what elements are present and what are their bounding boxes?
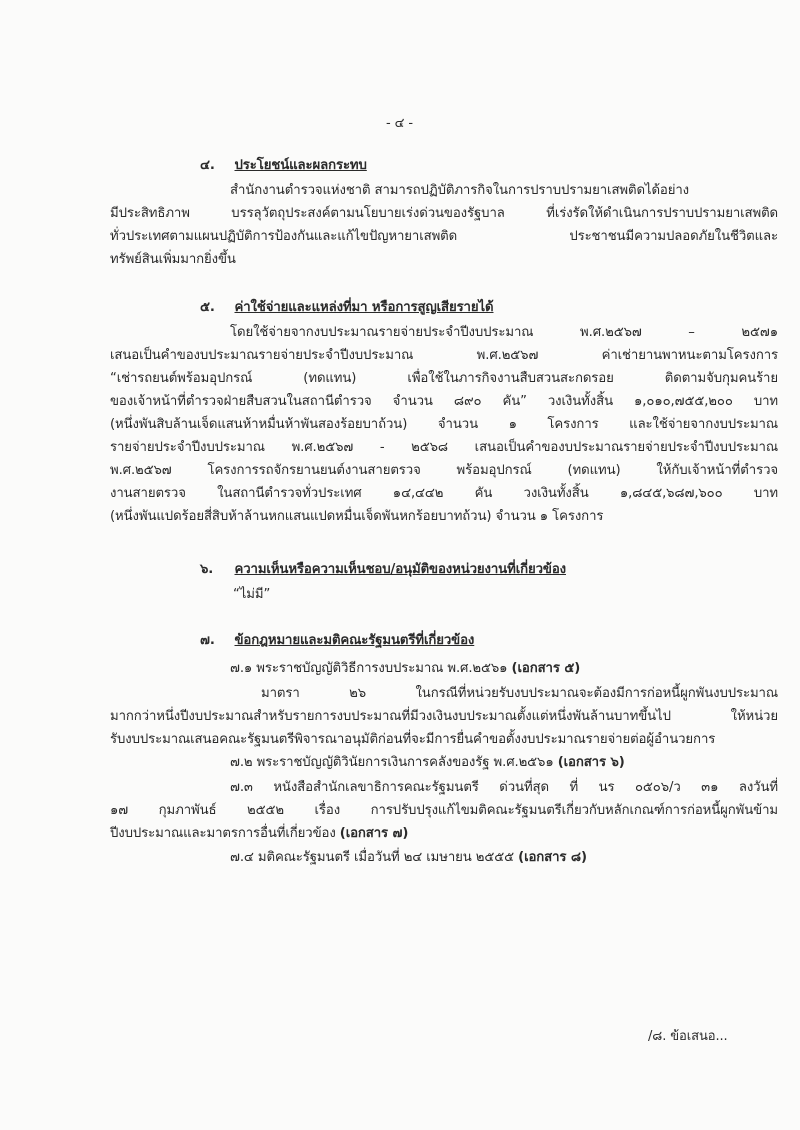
section-6-heading <box>200 559 566 581</box>
section-4-line-1: สำนักงานตำรวจแห่งชาติ สามารถปฏิบัติภารกิจในการปราบปรามยาเสพติดได้อย่าง <box>230 183 690 198</box>
section-4-line-2: มีประสิทธิภาพ บรรลุวัตถุประสงค์ตามนโยบายเร่งด่วนของรัฐบาล ที่เร่งรัดให้ดำเนินการปราบปรามยาเสพติด <box>110 206 778 221</box>
continuation-footer: /๘. ข้อเสนอ... <box>648 1029 728 1044</box>
item-7-3-line-1: ๗.๓ หนังสือสำนักเลขาธิการคณะรัฐมนตรี ด่วนที่สุด ที่ นร ๐๕๐๖/ว ๓๑ ลงวันที่ <box>230 780 778 795</box>
item-7-3-line-2: ๑๗ กุมภาพันธ์ ๒๕๕๒ เรื่อง การปรับปรุงแก้ไขมติคณะรัฐมนตรีเกี่ยวกับหลักเกณฑ์การก่อหนี้ผูกพันข้าม <box>110 803 778 818</box>
section-7-number: ๗. <box>200 633 215 648</box>
section-7-heading <box>200 630 474 652</box>
section-6-title: ความเห็นหรือความเห็นชอบ/อนุมัติของหน่วยงานที่เกี่ยวข้อง <box>234 562 566 577</box>
section-4-number: ๔. <box>200 158 215 173</box>
section-4-heading <box>200 155 367 177</box>
item-7-1-line-2: มากกว่าหนึ่งปีงบประมาณสำหรับรายการงบประมาณที่มีวงเงินงบประมาณตั้งแต่หนึ่งพันล้านบาทขึ้นไป ให้หน่วย <box>110 709 778 724</box>
section-5-number: ๕. <box>200 300 215 315</box>
section-5-line-9: (หนึ่งพันแปดร้อยสี่สิบห้าล้านหกแสนแปดหมื่นเจ็ดพันหกร้อยบาทถ้วน) จำนวน ๑ โครงการ <box>110 509 604 524</box>
item-7-3-ref: (เอกสาร ๗) <box>339 826 409 841</box>
page-number: - ๔ - <box>386 116 413 131</box>
section-4-line-3: ทั่วประเทศตามแผนปฏิบัติการป้องกันและแก้ไขปัญหายาเสพติด ประชาชนมีความปลอดภัยในชีวิตและ <box>110 229 778 244</box>
item-7-1-line-1: มาตรา ๒๖ ในกรณีที่หน่วยรับงบประมาณจะต้องมีการก่อหนี้ผูกพันงบประมาณ <box>261 686 778 701</box>
section-5-line-3: “เช่ารถยนต์พร้อมอุปกรณ์ (ทดแทน) เพื่อใช้ในภารกิจงานสืบสวนสะกดรอย ติดตามจับกุมคนร้าย <box>110 371 778 386</box>
item-7-4 <box>230 847 587 869</box>
item-7-4-ref: (เอกสาร ๘) <box>518 850 587 865</box>
section-5-line-6: รายจ่ายประจำปีงบประมาณ พ.ศ.๒๕๖๗ - ๒๕๖๘ เสนอเป็นคำของบประมาณรายจ่ายประจำปีงบประมาณ <box>110 440 778 455</box>
item-7-1 <box>230 658 580 680</box>
section-5-heading <box>200 297 494 319</box>
section-7-title: ข้อกฎหมายและมติคณะรัฐมนตรีที่เกี่ยวข้อง <box>234 633 475 648</box>
section-4-title: ประโยชน์และผลกระทบ <box>234 158 367 173</box>
item-7-4-text: ๗.๔ มติคณะรัฐมนตรี เมื่อวันที่ ๒๔ เมษายน ๒๕๕๕ <box>230 850 519 865</box>
section-5-line-7: พ.ศ.๒๕๖๗ โครงการรถจักรยานยนต์งานสายตรวจ พร้อมอุปกรณ์ (ทดแทน) ให้กับเจ้าหน้าที่ตำรวจ <box>110 463 778 478</box>
section-5-line-1: โดยใช้จ่ายจากงบประมาณรายจ่ายประจำปีงบประมาณ พ.ศ.๒๕๖๗ – ๒๕๗๑ <box>230 325 778 340</box>
item-7-1-text: ๗.๑ พระราชบัญญัติวิธีการงบประมาณ พ.ศ.๒๕๖๑ <box>230 661 512 676</box>
section-5-line-5: (หนึ่งพันสิบล้านเจ็ดแสนห้าหมื่นห้าพันสองร้อยบาถ้วน) จำนวน ๑ โครงการ และใช้จ่ายจากงบประมาณ <box>110 417 778 432</box>
section-5-line-2: เสนอเป็นคำของบประมาณรายจ่ายประจำปีงบประมาณ พ.ศ.๒๕๖๗ ค่าเช่ายานพาหนะตามโครงการ <box>110 348 778 363</box>
section-6-body: “ไม่มี” <box>233 587 271 602</box>
section-5-line-4: ของเจ้าหน้าที่ตำรวจฝ่ายสืบสวนในสถานีตำรวจ จำนวน ๘๙๐ คัน” วงเงินทั้งสิ้น ๑,๐๑๐,๗๕๕,๒๐๐ บาท <box>110 394 778 409</box>
item-7-3-text: ปีงบประมาณและมาตรการอื่นที่เกี่ยวข้อง <box>110 826 340 841</box>
item-7-1-line-3: รับงบประมาณเสนอคณะรัฐมนตรีพิจารณาอนุมัติก่อนที่จะมีการยื่นคำขอตั้งงบประมาณรายจ่ายต่อผู้อำนวยการ <box>110 732 716 747</box>
section-4-line-4: ทรัพย์สินเพิ่มมากยิ่งขึ้น <box>110 252 236 267</box>
item-7-1-ref: (เอกสาร ๕) <box>511 661 581 676</box>
section-5-title: ค่าใช้จ่ายและแหล่งที่มา หรือการสูญเสียรายได้ <box>234 300 494 315</box>
item-7-2-text: ๗.๒ พระราชบัญญัติวินัยการเงินการคลังของรัฐ พ.ศ.๒๕๖๑ <box>230 755 558 770</box>
item-7-2-ref: (เอกสาร ๖) <box>557 755 625 770</box>
section-6-number: ๖. <box>200 562 214 577</box>
item-7-3-line-3 <box>110 823 408 845</box>
section-5-line-8: งานสายตรวจ ในสถานีตำรวจทั่วประเทศ ๑๔,๔๔๒ คัน วงเงินทั้งสิ้น ๑,๘๔๕,๖๘๗,๖๐๐ บาท <box>110 486 778 501</box>
item-7-2 <box>230 752 625 774</box>
